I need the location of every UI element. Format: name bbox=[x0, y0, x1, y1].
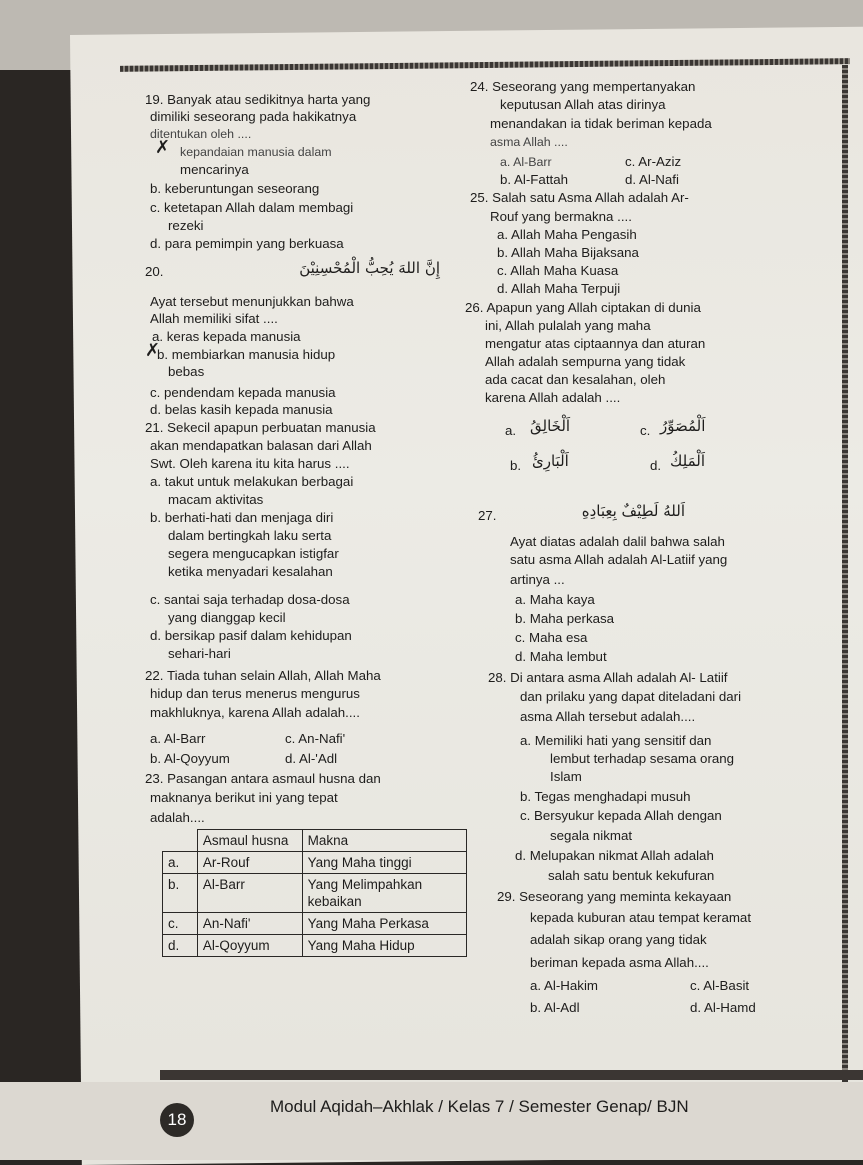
q19-option-c: c. ketetapan Allah dalam membagi bbox=[150, 200, 354, 215]
q24-stem-1: 24. Seseorang yang mempertanyakan bbox=[470, 79, 696, 94]
q26-stem-6: karena Allah adalah .... bbox=[485, 390, 621, 405]
row-asma: Ar-Rouf bbox=[197, 852, 302, 874]
q26-stem-5: ada cacat dan kesalahan, oleh bbox=[485, 372, 666, 387]
q26-option-c-arabic: اَلْمُصَوِّرُ bbox=[660, 417, 706, 435]
q20-option-d: d. belas kasih kepada manusia bbox=[150, 402, 333, 417]
q20-option-b: b. membiarkan manusia hidup bbox=[157, 347, 336, 362]
q24-option-c: c. Ar-Aziz bbox=[625, 154, 682, 169]
q29-option-d: d. Al-Hamd bbox=[690, 1000, 756, 1015]
q20-stem-2: Allah memiliki sifat .... bbox=[150, 311, 278, 326]
q19-stem-1: 19. Banyak atau sedikitnya harta yang bbox=[145, 92, 371, 107]
q28-option-a-cont-2: Islam bbox=[550, 769, 582, 784]
q19-stem-3: ditentukan oleh .... bbox=[150, 127, 252, 141]
q26-option-d-label: d. bbox=[650, 458, 662, 473]
q28-option-c: c. Bersyukur kepada Allah dengan bbox=[520, 808, 722, 823]
q24-option-b: b. Al-Fattah bbox=[500, 172, 568, 187]
q27-option-a: a. Maha kaya bbox=[515, 592, 595, 607]
q26-stem-1: 26. Apapun yang Allah ciptakan di dunia bbox=[465, 300, 701, 315]
q23-stem-3: adalah.... bbox=[150, 810, 205, 825]
table-header-blank bbox=[163, 830, 198, 852]
row-label: b. bbox=[163, 874, 198, 913]
q21-option-b-cont-1: dalam bertingkah laku serta bbox=[168, 528, 332, 543]
table-header-row bbox=[163, 830, 467, 852]
answer-mark-icon: ✗ bbox=[155, 137, 171, 157]
q28-stem-2: dan prilaku yang dapat diteladani dari bbox=[520, 689, 742, 704]
q27-stem-2: satu asma Allah adalah Al-Latiif yang bbox=[510, 552, 728, 567]
q27-option-d: d. Maha lembut bbox=[515, 649, 607, 664]
row-label: c. bbox=[163, 913, 198, 935]
row-makna: Yang Maha tinggi bbox=[302, 852, 466, 874]
q27-stem-3: artinya ... bbox=[510, 572, 565, 587]
q21-stem-1: 21. Sekecil apapun perbuatan manusia bbox=[145, 420, 376, 435]
q28-stem-1: 28. Di antara asma Allah adalah Al- Latiif bbox=[488, 670, 728, 685]
q28-option-c-cont: segala nikmat bbox=[550, 828, 633, 843]
q29-option-c: c. Al-Basit bbox=[690, 978, 750, 993]
q29-option-a: a. Al-Hakim bbox=[530, 978, 598, 993]
q24-stem-3: menandakan ia tidak beriman kepada bbox=[490, 116, 712, 131]
table-header-makna: Makna bbox=[302, 830, 466, 852]
q21-option-c: c. santai saja terhadap dosa-dosa bbox=[150, 592, 350, 607]
q27-arabic-verse: اَللهُ لَطِيْفٌ بِعِبَادِهِ bbox=[581, 502, 685, 520]
q27-stem-1: Ayat diatas adalah dalil bahwa salah bbox=[510, 534, 725, 549]
q20-arabic-verse: إِنَّ اللهَ يُحِبُّ الْمُحْسِنِيْنَ bbox=[299, 259, 440, 277]
q28-option-d-cont: salah satu bentuk kekufuran bbox=[548, 868, 715, 883]
row-makna: Yang Maha Hidup bbox=[302, 935, 466, 957]
q21-option-d: d. bersikap pasif dalam kehidupan bbox=[150, 628, 352, 643]
q20-option-a: a. keras kepada manusia bbox=[152, 329, 301, 344]
q21-option-b-cont-2: segera mengucapkan istigfar bbox=[168, 546, 339, 561]
q20-option-b-cont: bebas bbox=[168, 364, 205, 379]
q26-option-d-arabic: اَلْمَلِكُ bbox=[670, 452, 706, 470]
row-makna: Yang Maha Perkasa bbox=[302, 913, 466, 935]
row-asma: Al-Qoyyum bbox=[197, 935, 302, 957]
table-row bbox=[163, 935, 467, 957]
q21-option-d-cont: sehari-hari bbox=[168, 646, 231, 661]
decorative-border-right bbox=[842, 65, 848, 1105]
footer-title: Modul Aqidah–Akhlak / Kelas 7 / Semester Genap/ BJN bbox=[270, 1097, 689, 1116]
q26-option-c-label: c. bbox=[640, 423, 651, 438]
page-number: 18 bbox=[160, 1103, 194, 1137]
q25-stem-2: Rouf yang bermakna .... bbox=[490, 209, 632, 224]
asmaul-husna-table bbox=[162, 829, 467, 957]
q26-stem-2: ini, Allah pulalah yang maha bbox=[485, 318, 651, 333]
q20-number: 20. bbox=[145, 264, 164, 279]
q29-option-b: b. Al-Adl bbox=[530, 1000, 580, 1015]
q24-option-a: a. Al-Barr bbox=[500, 155, 552, 169]
row-asma: Al-Barr bbox=[197, 874, 302, 913]
q26-option-b-label: b. bbox=[510, 458, 522, 473]
table-row bbox=[163, 913, 467, 935]
q26-option-a-label: a. bbox=[505, 423, 517, 438]
q21-option-a: a. takut untuk melakukan berbagai bbox=[150, 474, 354, 489]
q28-option-a-cont-1: lembut terhadap sesama orang bbox=[550, 751, 735, 766]
q22-stem-2: hidup dan terus menerus mengurus bbox=[150, 686, 360, 701]
table-row bbox=[163, 874, 467, 913]
q21-option-b-cont-3: ketika menyadari kesalahan bbox=[168, 564, 333, 579]
q20-option-c: c. pendendam kepada manusia bbox=[150, 385, 336, 400]
q28-option-d: d. Melupakan nikmat Allah adalah bbox=[515, 848, 714, 863]
q21-stem-3: Swt. Oleh karena itu kita harus .... bbox=[150, 456, 350, 471]
table-row bbox=[163, 852, 467, 874]
footer-band bbox=[0, 1082, 863, 1160]
q23-stem-2: maknanya berikut ini yang tepat bbox=[150, 790, 338, 805]
q19-option-a-cont: mencarinya bbox=[180, 162, 249, 177]
q19-option-a: kepandaian manusia dalam bbox=[180, 145, 332, 159]
table-header-asma: Asmaul husna bbox=[197, 830, 302, 852]
row-label: d. bbox=[163, 935, 198, 957]
q26-stem-3: mengatur atas ciptaannya dan aturan bbox=[485, 336, 706, 351]
q21-option-c-cont: yang dianggap kecil bbox=[168, 610, 286, 625]
q19-option-c-cont: rezeki bbox=[168, 218, 204, 233]
q27-number: 27. bbox=[478, 508, 497, 523]
q22-option-a: a. Al-Barr bbox=[150, 731, 206, 746]
q27-option-c: c. Maha esa bbox=[515, 630, 588, 645]
q19-option-b: b. keberuntungan seseorang bbox=[150, 181, 320, 196]
q19-option-d: d. para pemimpin yang berkuasa bbox=[150, 236, 344, 251]
q24-option-d: d. Al-Nafi bbox=[625, 172, 679, 187]
row-asma: An-Nafi' bbox=[197, 913, 302, 935]
q25-option-b: b. Allah Maha Bijaksana bbox=[497, 245, 639, 260]
q21-option-b: b. berhati-hati dan menjaga diri bbox=[150, 510, 334, 525]
q20-stem-1: Ayat tersebut menunjukkan bahwa bbox=[150, 294, 354, 309]
q22-option-c: c. An-Nafi' bbox=[285, 731, 346, 746]
q25-option-a: a. Allah Maha Pengasih bbox=[497, 227, 637, 242]
q23-stem-1: 23. Pasangan antara asmaul husna dan bbox=[145, 771, 381, 786]
footer-stripe bbox=[160, 1070, 863, 1080]
q24-stem-2: keputusan Allah atas dirinya bbox=[500, 97, 666, 112]
q29-stem-4: beriman kepada asma Allah.... bbox=[530, 955, 709, 970]
q22-option-b: b. Al-Qoyyum bbox=[150, 751, 230, 766]
q26-option-b-arabic: اَلْبَارِئُ bbox=[532, 452, 569, 470]
q25-option-d: d. Allah Maha Terpuji bbox=[497, 281, 621, 296]
q22-stem-3: makhluknya, karena Allah adalah.... bbox=[150, 705, 360, 720]
q28-option-a: a. Memiliki hati yang sensitif dan bbox=[520, 733, 712, 748]
q25-stem-1: 25. Salah satu Asma Allah adalah Ar- bbox=[470, 190, 689, 205]
q29-stem-3: adalah sikap orang yang tidak bbox=[530, 932, 707, 947]
q21-option-a-cont: macam aktivitas bbox=[168, 492, 264, 507]
q26-option-a-arabic: اَلْخَالِقُ bbox=[530, 417, 571, 435]
q22-option-d: d. Al-'Adl bbox=[285, 751, 338, 766]
q27-option-b: b. Maha perkasa bbox=[515, 611, 615, 626]
q25-option-c: c. Allah Maha Kuasa bbox=[497, 263, 619, 278]
q29-stem-1: 29. Seseorang yang meminta kekayaan bbox=[497, 889, 732, 904]
row-label: a. bbox=[163, 852, 198, 874]
q24-stem-4: asma Allah .... bbox=[490, 135, 568, 149]
q19-stem-2: dimiliki seseorang pada hakikatnya bbox=[150, 109, 357, 124]
q28-stem-3: asma Allah tersebut adalah.... bbox=[520, 709, 696, 724]
answer-mark-icon: ✗ bbox=[145, 340, 161, 360]
q28-option-b: b. Tegas menghadapi musuh bbox=[520, 789, 691, 804]
row-makna: Yang Melimpahkan kebaikan bbox=[302, 874, 466, 913]
q22-stem-1: 22. Tiada tuhan selain Allah, Allah Maha bbox=[145, 668, 381, 683]
q26-stem-4: Allah adalah sempurna yang tidak bbox=[485, 354, 686, 369]
q21-stem-2: akan mendapatkan balasan dari Allah bbox=[150, 438, 372, 453]
q29-stem-2: kepada kuburan atau tempat keramat bbox=[530, 910, 752, 925]
